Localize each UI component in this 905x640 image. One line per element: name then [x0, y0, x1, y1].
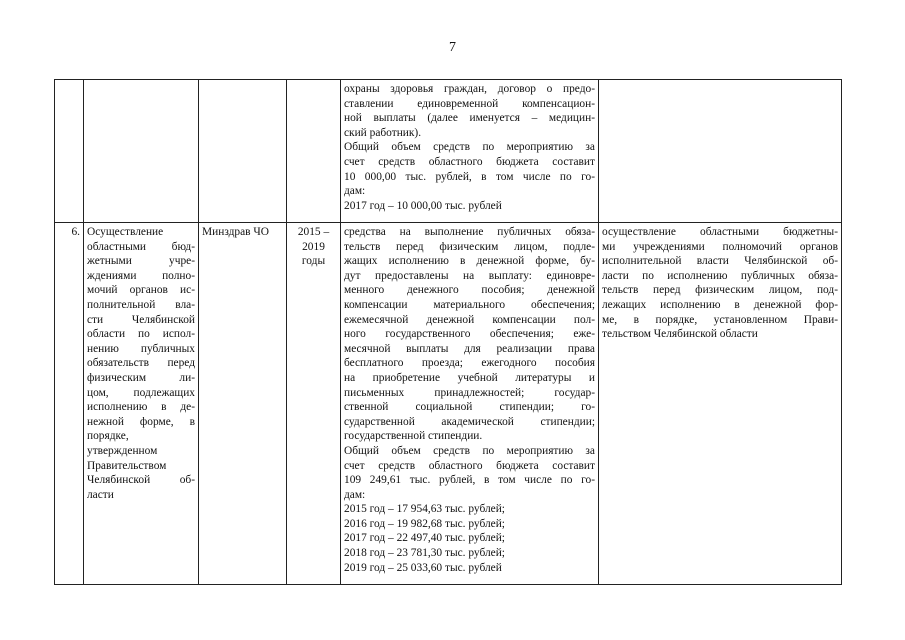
row-number-cell — [55, 80, 84, 223]
text-line: осуществление областными бюджетны- — [602, 226, 838, 238]
text-line: ми учреждениями полномочий органов — [602, 240, 838, 253]
text-line: областными бюд- — [87, 240, 195, 253]
table-row — [55, 80, 842, 223]
text-line: нению публичных — [87, 342, 195, 355]
text-line: менного денежного пособия; денежной — [344, 284, 595, 297]
financing-cell — [341, 80, 599, 223]
years-cell — [287, 80, 341, 223]
text-line: ский работник). — [344, 126, 422, 139]
text-line: 109 249,61 тыс. рублей, в том числе по го- — [344, 474, 595, 487]
text-line: месячной выплаты для реализации права — [344, 342, 595, 355]
text-line: сударственной академической стипендии; — [344, 415, 595, 428]
text-line: лежащих исполнению в денежной фор- — [602, 298, 838, 311]
text-line: ного государственного обеспечения; еже- — [344, 328, 595, 341]
measure-name-cell — [84, 223, 199, 585]
text-line: утвержденном — [87, 444, 158, 457]
text-line: нежной форме, в — [87, 415, 195, 428]
text-line: Общий объем средств по мероприятию за — [344, 141, 595, 154]
text-line: ежемесячной денежной компенсации пол- — [344, 313, 595, 326]
text-line: мочий органов ис- — [87, 284, 195, 297]
text-line: порядке, — [87, 430, 129, 443]
page-number: 7 — [449, 40, 456, 55]
text-line: Осуществление — [87, 226, 164, 238]
text-line: Правительством — [87, 459, 167, 472]
table-row — [55, 223, 842, 585]
text-line: жетными учре- — [87, 255, 195, 268]
text-line: тельств перед физическим лицом, под- — [602, 284, 838, 297]
text-line: ме, в порядке, установленном Прави- — [602, 313, 838, 326]
text-line: ласти — [87, 488, 114, 501]
text-line: письменных принадлежностей; государ- — [344, 386, 595, 399]
text-line: Челябинской об- — [87, 474, 195, 487]
text-line: дут предоставлены на выплату: единовре- — [344, 269, 595, 282]
text-line: ной выплаты (далее именуется – медицин- — [344, 112, 595, 125]
text-line: на приобретение учебной литературы и — [344, 371, 595, 384]
text-line: 2019 год – 25 033,60 тыс. рублей — [344, 561, 502, 574]
financing-cell — [341, 223, 599, 585]
text-line: исполнительной власти Челябинской об- — [602, 255, 838, 268]
text-line: дам: — [344, 488, 366, 501]
text-line: полнительной вла- — [87, 298, 195, 311]
text-line: государственной стипендии. — [344, 430, 483, 443]
text-line: 2018 год – 23 781,30 тыс. рублей; — [344, 547, 505, 560]
text-line: физическим ли- — [87, 371, 195, 384]
result-cell — [599, 223, 842, 585]
row-number-cell: 6. — [55, 223, 84, 585]
years-cell — [287, 223, 341, 585]
text-line: дам: — [344, 185, 366, 198]
text-line: 10 000,00 тыс. рублей, в том числе по го- — [344, 170, 595, 183]
measure-name-cell — [84, 80, 199, 223]
text-line: сти Челябинской — [87, 313, 195, 326]
text-line: годы — [301, 255, 326, 268]
text-line: счет средств областного бюджета составит — [344, 459, 595, 472]
text-line: охраны здоровья граждан, договор о предо- — [344, 83, 595, 95]
text-line: средства на выполнение публичных обяза- — [344, 226, 595, 238]
text-line: 2017 год – 22 497,40 тыс. рублей; — [344, 532, 505, 545]
text-line: компенсации материального обеспечения; — [344, 298, 595, 311]
text-line: жащих исполнению в денежной форме, бу- — [344, 255, 595, 268]
text-line: тельством Челябинской области — [602, 328, 758, 341]
text-line: бесплатного проезда; ежегодного пособия — [344, 357, 595, 370]
text-line: 2015 – — [297, 226, 330, 238]
text-line: исполнению в де- — [87, 401, 195, 414]
text-line: 2016 год – 19 982,68 тыс. рублей; — [344, 517, 505, 530]
text-line: счет средств областного бюджета составит — [344, 155, 595, 168]
text-line: ставлении единовременной компенсацион- — [344, 97, 595, 110]
text-line: области по испол- — [87, 328, 195, 341]
text-line: цом, подлежащих — [87, 386, 195, 399]
text-line: 2015 год – 17 954,63 тыс. рублей; — [344, 503, 505, 516]
text-line: ственной социальной стипендии; го- — [344, 401, 595, 414]
text-line: тельств перед физическим лицом, подле- — [344, 240, 595, 253]
text-line: обязательств перед — [87, 357, 195, 370]
text-line: 2017 год – 10 000,00 тыс. рублей — [344, 199, 502, 212]
result-cell — [599, 80, 842, 223]
text-line: 2019 — [302, 240, 325, 253]
text-line: ждениями полно- — [87, 269, 195, 282]
text-line: Общий объем средств по мероприятию за — [344, 444, 595, 457]
executor-cell: Минздрав ЧО — [199, 223, 287, 585]
text-line: ласти по исполнению публичных обяза- — [602, 269, 838, 282]
measures-table — [54, 79, 842, 585]
executor-cell — [199, 80, 287, 223]
